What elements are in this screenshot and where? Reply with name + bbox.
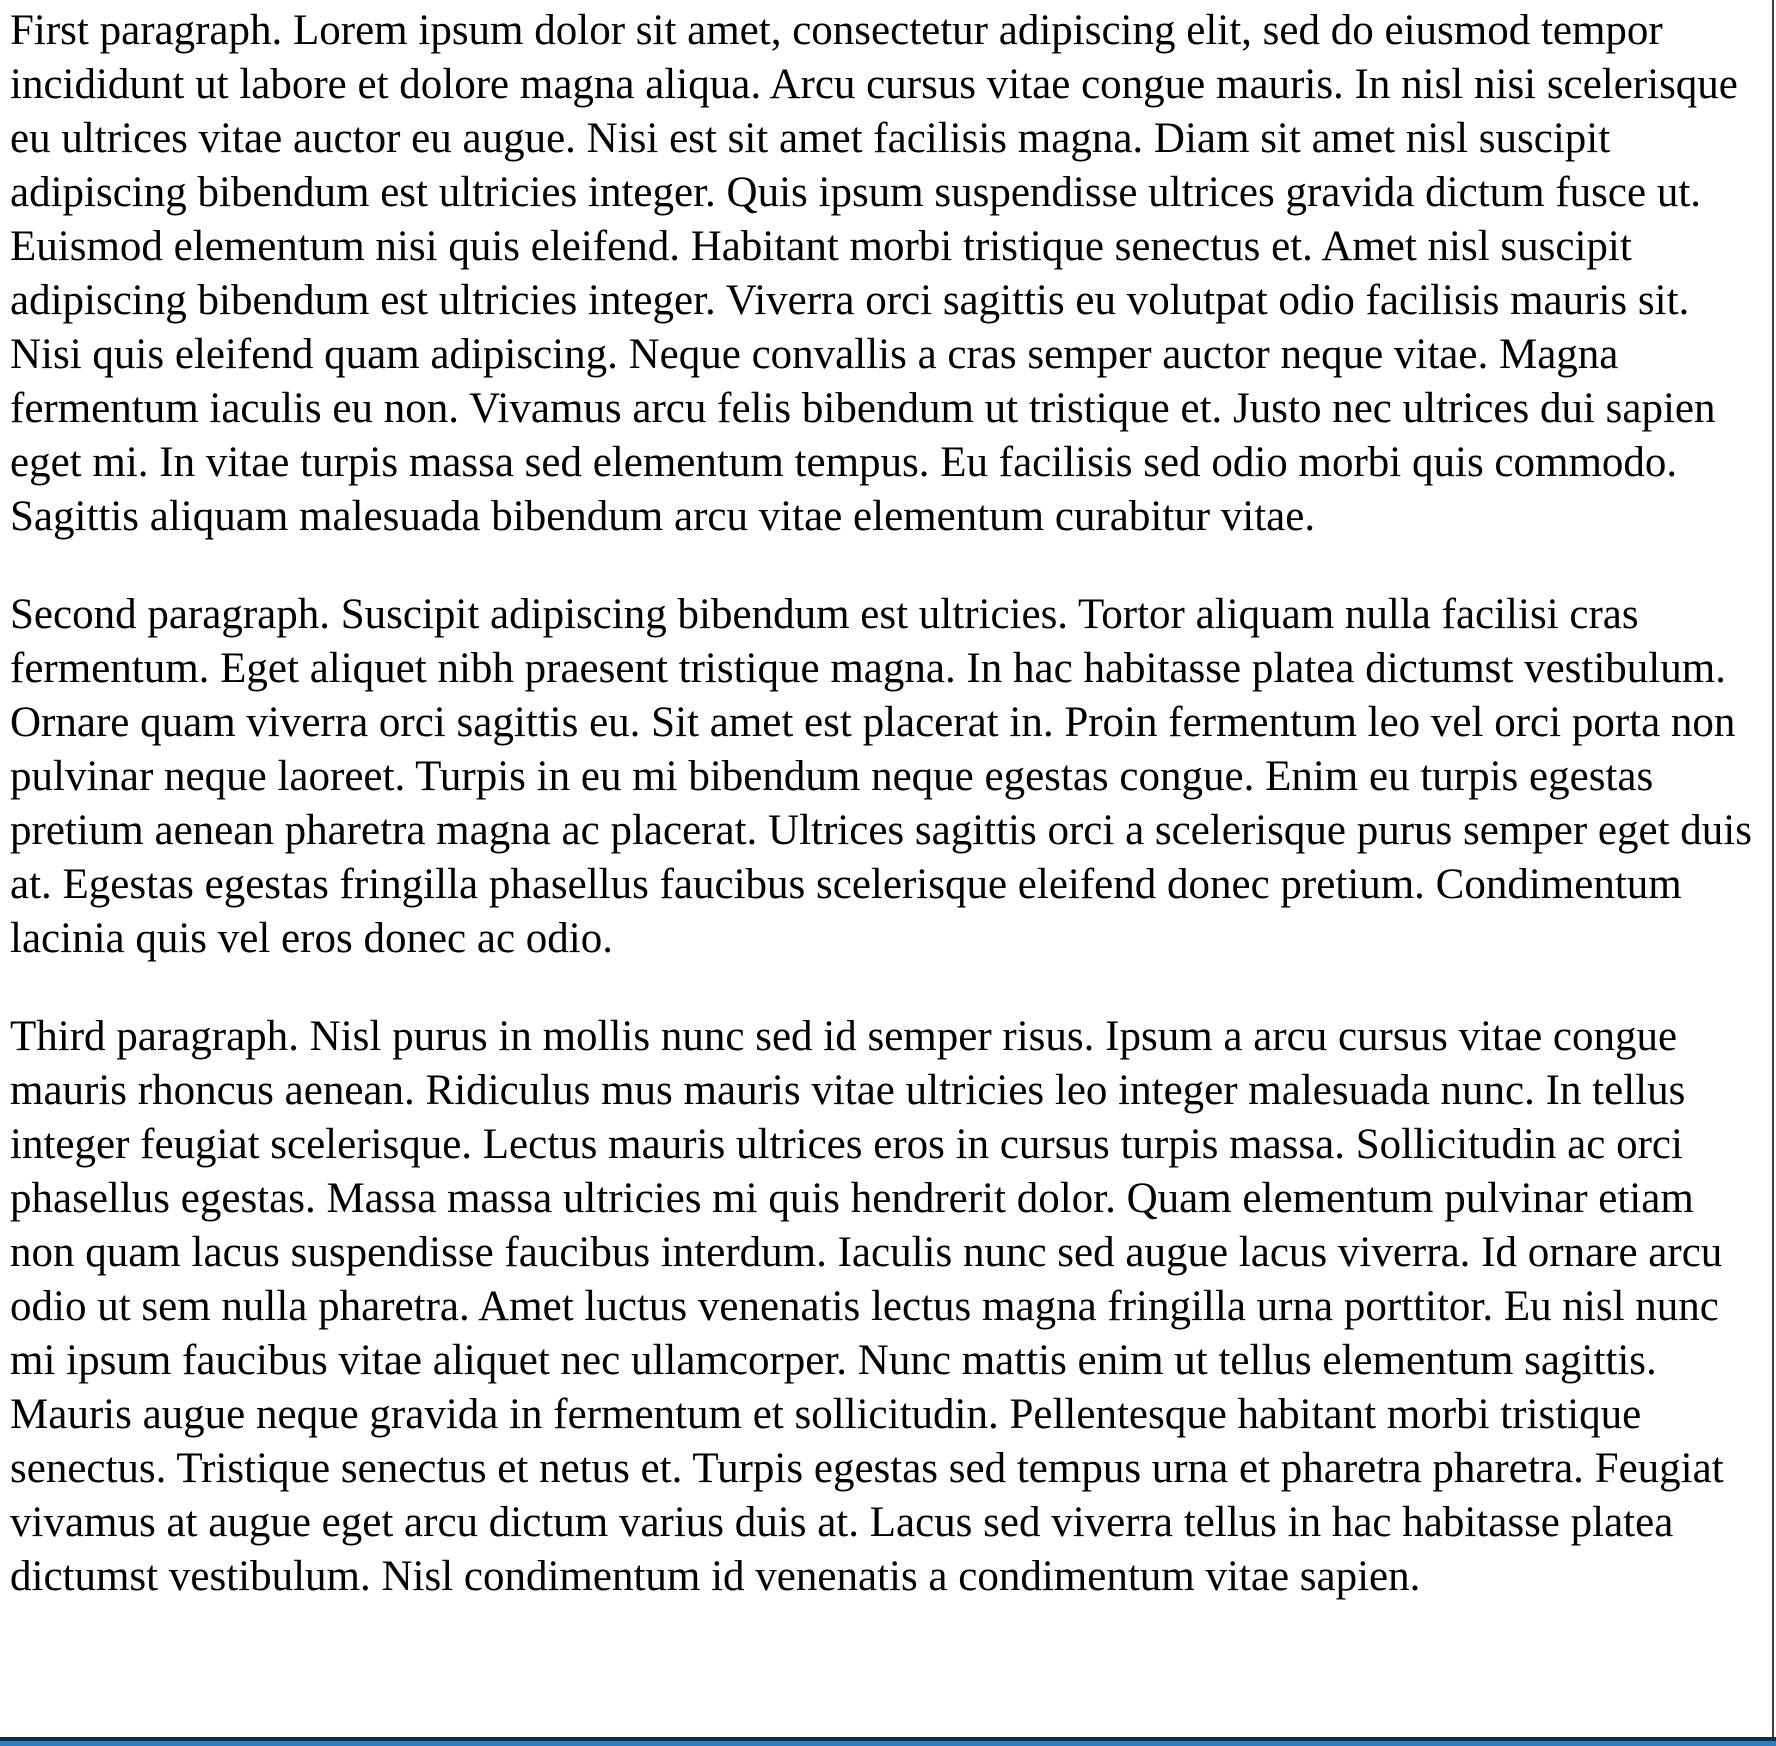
window-right-edge <box>1772 0 1774 1737</box>
paragraph-second: Second paragraph. Suscipit adipiscing bibendum est ultricies. Tortor aliquam nulla facilisi cras fermentum. Eget aliquet nibh praesent tristique magna. In hac habitasse platea dictumst vestibulum. Ornare quam viverra orci sagittis eu. Sit amet est placerat in. Proin fermentum leo vel orci porta non pulvinar neque laoreet. Turpis in eu mi bibendum neque egestas congue. Enim eu turpis egestas pretium aenean pharetra magna ac placerat. Ultrices sagittis orci a scelerisque purus semper eget duis at. Egestas egestas fringilla phasellus faucibus scelerisque eleifend donec pretium. Condimentum lacinia quis vel eros donec ac odio. <box>10 591 1752 962</box>
window-bottom-edge-accent <box>0 1741 1776 1746</box>
paragraph-third: Third paragraph. Nisl purus in mollis nunc sed id semper risus. Ipsum a arcu cursus vitae congue mauris rhoncus aenean. Ridiculus mus mauris vitae ultricies leo integer malesuada nunc. In tellus integer feugiat scelerisque. Lectus mauris ultrices eros in cursus turpis massa. Sollicitudin ac orci phasellus egestas. Massa massa ultricies mi quis hendrerit dolor. Quam elementum pulvinar etiam non quam lacus suspendisse faucibus interdum. Iaculis nunc sed augue lacus viverra. Id ornare arcu odio ut sem nulla pharetra. Amet luctus venenatis lectus magna fringilla urna porttitor. Eu nisl nunc mi ipsum faucibus vitae aliquet nec ullamcorper. Nunc mattis enim ut tellus elementum sagittis. Mauris augue neque gravida in fermentum et sollicitudin. Pellentesque habitant morbi tristique senectus. Tristique senectus et netus et. Turpis egestas sed tempus urna et pharetra pharetra. Feugiat vivamus at augue eget arcu dictum varius duis at. Lacus sed viverra tellus in hac habitasse platea dictumst vestibulum. Nisl condimentum id venenatis a condimentum vitae sapien. <box>10 1013 1724 1600</box>
paragraph-first: First paragraph. Lorem ipsum dolor sit amet, consectetur adipiscing elit, sed do eiusmod tempor incididunt ut labore et dolore magna aliqua. Arcu cursus vitae congue mauris. In nisl nisi scelerisque eu ultrices vitae auctor eu augue. Nisi est sit amet facilisis magna. Diam sit amet nisl suscipit adipiscing bibendum est ultricies integer. Quis ipsum suspendisse ultrices gravida dictum fusce ut. Euismod elementum nisi quis eleifend. Habitant morbi tristique senectus et. Amet nisl suscipit adipiscing bibendum est ultricies integer. Viverra orci sagittis eu volutpat odio facilisis mauris sit. Nisi quis eleifend quam adipiscing. Neque convallis a cras semper auctor neque vitae. Magna fermentum iaculis eu non. Vivamus arcu felis bibendum ut tristique et. Justo nec ultrices dui sapien eget mi. In vitae turpis massa sed elementum tempus. Eu facilisis sed odio morbi quis commodo. Sagittis aliquam malesuada bibendum arcu vitae elementum curabitur vitae. <box>10 7 1738 540</box>
